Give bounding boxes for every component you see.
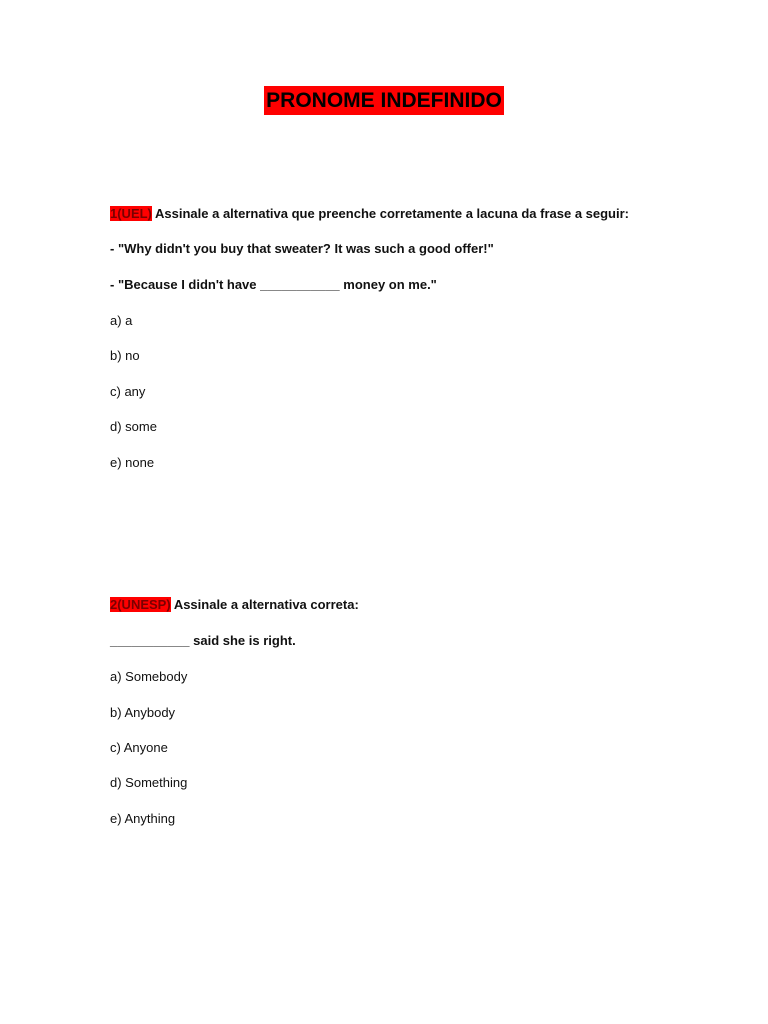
question-2-option-c: c) Anyone (110, 740, 168, 755)
question-1-prompt (110, 205, 629, 223)
question-2-option-e: e) Anything (110, 811, 176, 826)
question-1-option-c: c) any (110, 384, 146, 399)
question-1-dialogue-line-2: - "Because I didn't have ___________ money on me." (110, 277, 437, 292)
page-title: PRONOME INDEFINIDO (264, 86, 504, 115)
question-2-tag: 2(UNESP) (110, 597, 171, 612)
question-2-sentence: ___________ said she is right. (110, 633, 296, 648)
question-2-option-a: a) Somebody (110, 669, 188, 684)
question-1-option-e: e) none (110, 455, 155, 470)
question-1-option-d: d) some (110, 419, 157, 434)
question-1-text: Assinale a alternativa que preenche corretamente a lacuna da frase a seguir: (151, 206, 629, 221)
page-title-wrapper (0, 86, 768, 115)
question-1-option-b: b) no (110, 348, 140, 363)
question-2-text: Assinale a alternativa correta: (170, 597, 359, 612)
question-2-option-b: b) Anybody (110, 705, 176, 720)
question-1-option-a: a) a (110, 313, 133, 328)
question-1-dialogue-line-1: - "Why didn't you buy that sweater? It was such a good offer!" (110, 241, 494, 256)
question-2-prompt (110, 596, 359, 614)
question-1-tag: 1(UEL) (110, 206, 152, 221)
question-2-option-d: d) Something (110, 775, 188, 790)
